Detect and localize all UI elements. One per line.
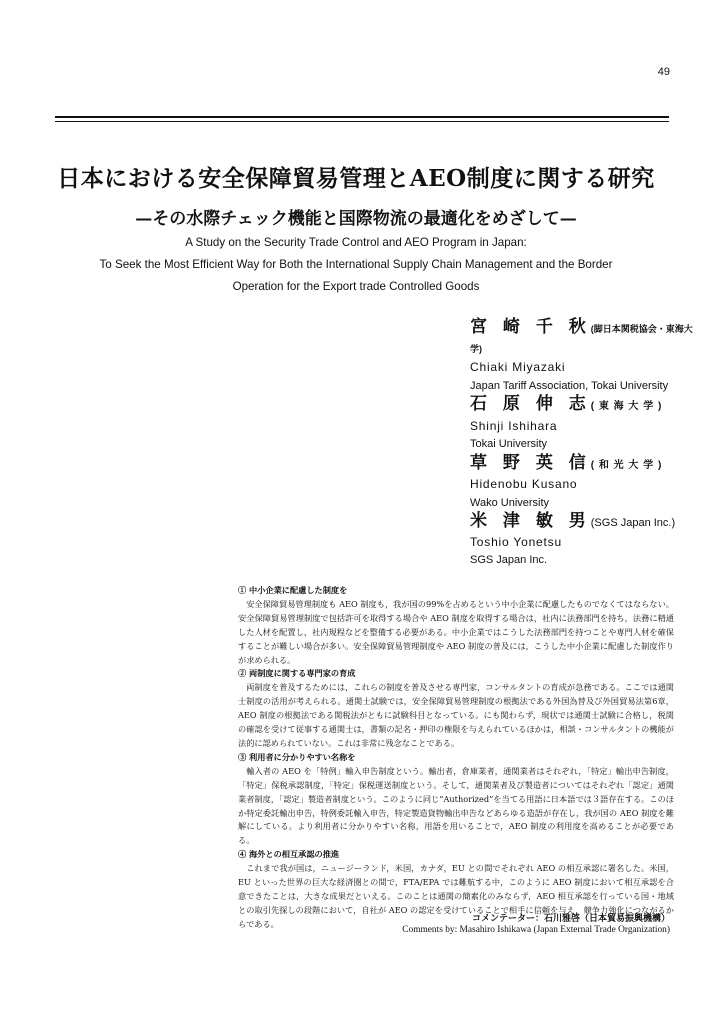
comment-heading: ① 中小企業に配慮した制度を	[238, 585, 348, 595]
comment-section	[238, 584, 674, 932]
author-affiliation-en: Japan Tariff Association, Tokai University	[470, 379, 669, 392]
title-en-line-3: Operation for the Export trade Controlled Goods	[232, 280, 480, 293]
author-affiliation-en: SGS Japan Inc.	[470, 554, 548, 566]
comment-heading: ② 両制度に関する専門家の育成	[238, 668, 356, 679]
author-block	[470, 454, 700, 513]
author-affiliation-ja: ( 和 光 大 学 )	[590, 459, 663, 471]
commentator-credit-ja: コメンテーター：石川雅啓（日本貿易振興機構）	[471, 914, 670, 924]
comment-heading: ④ 海外との相互承認の推進	[238, 849, 340, 860]
paper-title-ja: 日本における安全保障貿易管理とAEO制度に関する研究	[57, 165, 655, 192]
author-name-ja: 米 津 敏 男	[470, 511, 591, 531]
author-list	[470, 318, 700, 570]
author-affiliation-ja: ( 東 海 大 学 )	[590, 401, 663, 412]
header-rule-top	[55, 116, 669, 118]
comment-paragraph: 輸入者の AEO を「特例」輸入申告制度という。輸出者，倉庫業者，通関業者はそれぞれ，「特定」輸出申告制度，「特定」保税承認制度，「特定」保税運送制度という。そして，通関業者及び製造者についてはそれぞれ「認定」通関業者制度，「認定」製造者制度という。このように同じ“Authorized”を当てる用語に日本語では３語存在する。このほか特定委託輸出申告，特例委託輸入申告，特定製造貨物輸出申告などあらゆる造語が存在し，我が国の AEO 制度を難解にしている。より利用者に分かりやすい名称，用語を用いることで，AEO 制度の利用度を高めることが必要である。	[238, 765, 674, 846]
author-name-en: Toshio Yonetsu	[470, 534, 562, 549]
comment-paragraph: 両制度を普及するためには，これらの制度を普及させる専門家，コンサルタントの育成が急務である。ここでは通関士制度の活用が考えられる。通関士試験では，安全保障貿易管理制度の根拠法である外国為替及び外国貿易法第6章，AEO 制度の根拠法である関税法がともに試験科目となっている。にも関わらず，現状では通関士試験に合格し，税関の確認を受けて従事する通関士は，書類の記名・押印の権限を与えられているほかは，相談・コンサルタントの機能が法的に認められていない。これは非常に残念なことである。	[238, 682, 674, 748]
author-block	[470, 318, 700, 395]
title-en-line-2: To Seek the Most Efficient Way for Both the International Supply Chain Management and the Border	[99, 258, 613, 271]
paper-subtitle-ja: —その水際チェック機能と国際物流の最適化をめざして—	[135, 209, 577, 229]
commentator-credit-en: Comments by: Masahiro Ishikawa (Japan External Trade Organization)	[402, 925, 670, 935]
author-name-ja: 草 野 英 信	[470, 452, 591, 473]
author-block	[470, 512, 700, 570]
author-name-en: Hidenobu Kusano	[470, 477, 578, 491]
author-affiliation-en: Wako University	[470, 496, 550, 509]
author-affiliation-ja: (SGS Japan Inc.)	[590, 517, 676, 529]
author-name-ja: 石 原 伸 志	[470, 394, 591, 414]
author-block	[470, 395, 700, 454]
author-name-en: Shinji Ishihara	[470, 418, 558, 433]
author-affiliation-ja: (脚日本関税協会・東海大学)	[470, 324, 693, 354]
comment-paragraph: これまで我が国は，ニュージーランド，米国，カナダ，EU との間でそれぞれ AEO の相互承認に署名した。米国，EU といった世界の巨大な経済圏との間で，FTA/EPA では難航する中，このように AEO 制度において相互承認を合意できたことは，大きな成果だといえる。このことは通関の簡素化のみならず，AEO 相互承認を行っている国・地域との取引先探しの段階において，自社が AEO の認定を受けていることで相手に信頼を与え，競争力強化につながるからである。	[238, 863, 674, 929]
header-rule-bottom	[55, 121, 669, 122]
paper-title-en	[0, 232, 712, 298]
author-name-en: Chiaki Miyazaki	[470, 360, 566, 374]
author-affiliation-en: Tokai University	[470, 438, 548, 450]
page-number: 49	[657, 66, 670, 78]
title-en-line-1: A Study on the Security Trade Control and AEO Program in Japan:	[185, 236, 527, 249]
comment-heading: ③ 利用者に分かりやすい名称を	[238, 751, 356, 762]
author-name-ja: 宮 崎 千 秋	[470, 317, 591, 337]
comment-paragraph: 安全保障貿易管理制度も AEO 制度も，我が国の99%を占めるという中小企業に配慮したものでなくてはならない。安全保障貿易管理制度で包括許可を取得する場合や AEO 制度を取得する場合は，社内に法務部門を持ち，法務に精通した人材を配置し，社内規程などを整備する必要がある。中小企業ではこうした法務部門を持つことや専門人材を確保することが難しい場合が多い。安全保障貿易管理制度や AEO 制度の普及には，こうした中小企業に配慮した制度作りが求められる。	[238, 598, 674, 665]
